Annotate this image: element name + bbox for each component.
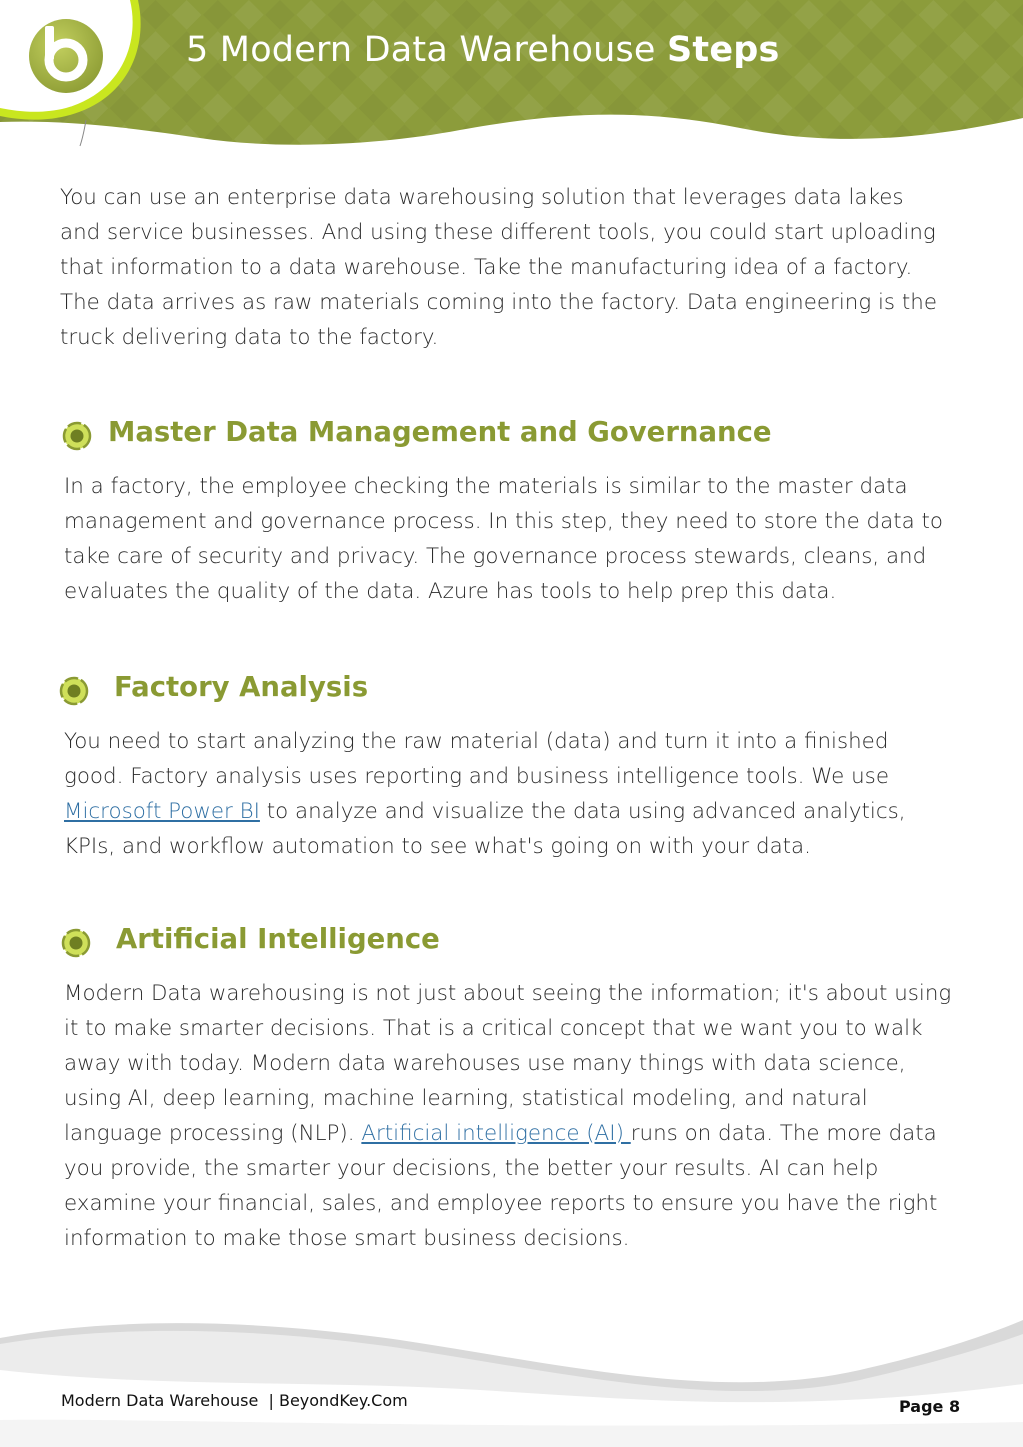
factory-text-before-link: You need to start analyzing the raw material (data) and turn it into a finished good. Factory analysis uses reporting and business intelligence tools. We use	[64, 729, 889, 789]
beyondkey-b-logo-icon	[28, 18, 104, 94]
green-circle-bullet-icon	[61, 928, 91, 958]
page-title	[186, 30, 780, 70]
footer-site-label: Modern Data Warehouse | BeyondKey.Com	[61, 1391, 408, 1410]
factory-text-after-link: to analyze and visualize the data using advanced analytics, KPIs, and workflow automation to see what's going on with your data.	[64, 799, 906, 859]
page-title-bold: Steps	[666, 30, 780, 70]
page-title-regular: 5 Modern Data Warehouse	[186, 30, 667, 70]
section-heading-factory-analysis: Factory Analysis	[114, 671, 369, 703]
green-circle-bullet-icon	[59, 676, 89, 706]
intro-paragraph: You can use an enterprise data warehousing solution that leverages data lakes and service businesses. And using these different tools, you could start uploading that information to a data warehouse. Take the manufacturing idea of a factory. The data arrives as raw materials coming into the factory. Data engineering is the truck delivering data to the factory.	[60, 185, 937, 350]
ai-text-after-link: runs on data. The more data you provide, the smarter your decisions, the better your results. AI can help examine your financial, sales, and employee reports to ensure you have the right information to make those smart business decisions.	[64, 1121, 938, 1251]
section-heading-artificial-intelligence: Artificial Intelligence	[116, 923, 440, 955]
artificial-intelligence-link[interactable]: Artificial intelligence (AI)	[361, 1121, 631, 1146]
footer-wave	[0, 1310, 1023, 1447]
microsoft-power-bi-link[interactable]: Microsoft Power BI	[64, 799, 260, 824]
green-circle-bullet-icon	[62, 421, 92, 451]
section-body-artificial-intelligence	[64, 976, 954, 1256]
page-number: Page 8	[899, 1397, 961, 1416]
section-heading-master-data: Master Data Management and Governance	[108, 416, 772, 448]
section-body-factory-analysis	[64, 724, 954, 864]
logo-icon[interactable]	[28, 18, 104, 94]
header-banner	[0, 0, 1023, 175]
section-body-master-data: In a factory, the employee checking the materials is similar to the master data management and governance process. In this step, they need to store the data to take care of security and privacy. The governance process stewards, cleans, and evaluates the quality of the data. Azure has tools to help prep this data.	[64, 474, 944, 604]
ai-text-before-link: Modern Data warehousing is not just about seeing the information; it's about using it to make smarter decisions. That is a critical concept that we want you to walk away with today. Modern data warehouses use many things with data science, using AI, deep learning, machine learning, statistical modeling, and natural language processing (NLP).	[64, 981, 952, 1146]
